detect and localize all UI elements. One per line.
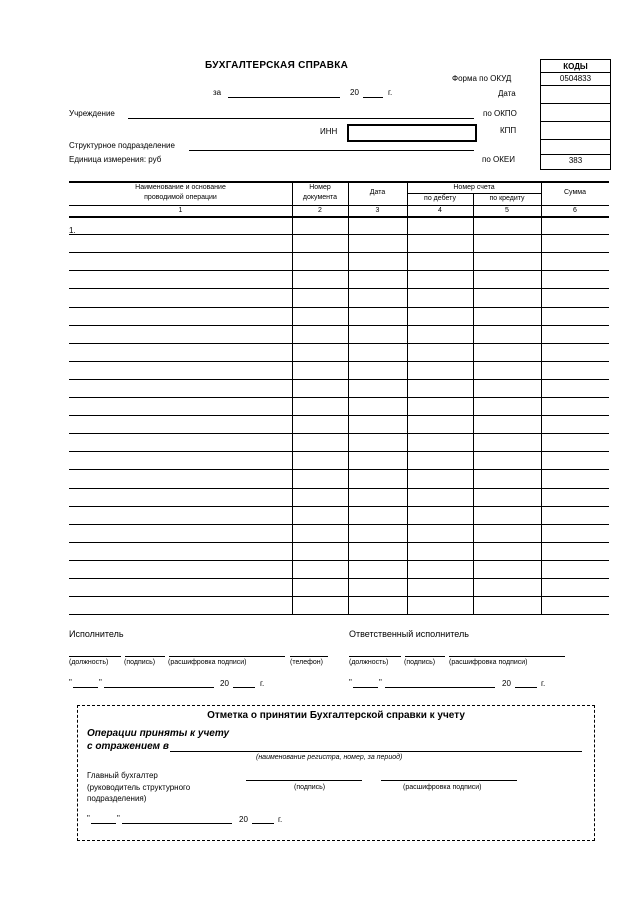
kpp-label: КПП [500,126,517,135]
acceptance-title: Отметка о принятии Бухгалтерской справки к учету [207,710,465,721]
table-row-line [69,307,609,308]
responsible-date-year-prefix: 20 [502,679,511,688]
executor-date-year-suffix: г. [260,679,265,688]
executor-decode-line[interactable] [169,656,285,657]
col-number: 1 [178,207,183,214]
okpo-label: по ОКПО [483,109,517,118]
subdivision-label: Структурное подразделение [69,141,175,150]
acceptance-date-year-prefix: 20 [239,815,248,824]
chief-signature-line[interactable] [246,780,362,781]
acceptance-date-year-suffix: г. [278,815,283,824]
table-row-line [69,325,609,326]
responsible-date-quote-open: " [349,678,352,687]
table-row-line [69,234,609,235]
responsible-date-day-line[interactable] [353,687,378,688]
executor-title: Исполнитель [69,629,124,639]
institution-label: Учреждение [69,109,115,118]
okud-value: 0504833 [559,74,592,83]
executor-signature-line[interactable] [125,656,165,657]
okei-value: 383 [568,156,583,165]
acceptance-date-quote-open: " [87,814,90,823]
subdivision-line[interactable] [189,150,474,151]
chief-signature-caption: (подпись) [294,784,326,791]
register-line[interactable] [170,751,582,752]
table-row-line [69,542,609,543]
acceptance-date-month-line[interactable] [122,823,232,824]
table-row-line [69,361,609,362]
responsible-date-year-suffix: г. [541,679,546,688]
executor-signature-caption: (подпись) [124,659,156,666]
inn-label: ИНН [320,127,338,136]
table-row-line [69,397,609,398]
page-title: БУХГАЛТЕРСКАЯ СПРАВКА [205,60,349,71]
col-number: 2 [318,207,322,214]
chief-decode-caption: (расшифровка подписи) [403,784,482,791]
chief-decode-line[interactable] [381,780,517,781]
period-year-prefix: 20 [350,88,359,97]
chief-label-line3: подразделения) [87,794,147,803]
col-number: 3 [375,207,380,214]
executor-date-quote-open: " [69,678,72,687]
responsible-date-year-line[interactable] [515,687,537,688]
responsible-date-quote-close: " [379,678,382,687]
executor-phone-line[interactable] [290,656,328,657]
account-group-header: Номер счета [453,184,495,191]
table-row-line [69,469,609,470]
responsible-decode-line[interactable] [449,656,565,657]
period-year-line[interactable] [363,97,383,98]
okud-label: Форма по ОКУД [452,74,512,83]
table-row-line [69,560,609,561]
chief-label-line1: Главный бухгалтер [87,771,158,780]
okei-label: по ОКЕИ [482,155,515,164]
col-number: 6 [573,207,577,214]
col1-header-line2: проводимой операции [144,194,217,201]
unit-label: Единица измерения: руб [69,155,162,164]
responsible-signature-caption: (подпись) [404,659,436,666]
table-row-line [69,433,609,434]
executor-date-quote-close: " [99,678,102,687]
executor-decode-caption: (расшифровка подписи) [168,659,247,666]
institution-line[interactable] [128,118,474,119]
executor-position-line[interactable] [69,656,121,657]
acceptance-date-day-line[interactable] [91,823,116,824]
table-row-line [69,488,609,489]
acceptance-date-year-line[interactable] [252,823,274,824]
responsible-title: Ответственный исполнитель [349,629,469,639]
col6-header: Сумма [564,189,586,196]
table-row-line [69,288,609,289]
responsible-position-caption: (должность) [349,659,389,666]
table-row-line [69,524,609,525]
table-row-line [69,270,609,271]
table-row-line [69,252,609,253]
table-bottom-line [69,614,609,615]
table-row-line [69,506,609,507]
executor-position-caption: (должность) [69,659,109,666]
col1-header-line1: Наименование и основание [135,184,226,191]
chief-label-line2: (руководитель структурного [87,783,191,792]
executor-date-year-line[interactable] [233,687,255,688]
table-row-line [69,451,609,452]
responsible-signature-line[interactable] [405,656,445,657]
period-year-suffix: г. [388,88,393,97]
col5-header: по кредиту [489,195,525,202]
executor-date-year-prefix: 20 [220,679,229,688]
executor-date-day-line[interactable] [73,687,98,688]
col4-header: по дебету [424,195,456,202]
acceptance-date-quote-close: " [117,814,120,823]
responsible-position-line[interactable] [349,656,401,657]
inn-input[interactable] [347,124,477,142]
table-row-line [69,379,609,380]
table-row-line [69,578,609,579]
table-row-line [69,596,609,597]
register-caption: (наименование регистра, номер, за период) [256,754,403,761]
responsible-decode-caption: (расшифровка подписи) [449,659,528,666]
table-row-line [69,415,609,416]
acceptance-line2: с отражением в [87,741,169,752]
col2-header-line1: Номер [309,184,331,191]
table-row-line [69,343,609,344]
codes-header: КОДЫ [563,62,588,71]
executor-phone-caption: (телефон) [290,659,323,666]
period-line[interactable] [228,97,340,98]
period-prefix: за [213,88,222,97]
codes-box [540,59,611,170]
col3-header: Дата [369,189,386,196]
acceptance-line1: Операции приняты к учету [87,728,230,739]
executor-date-month-line[interactable] [104,687,214,688]
col-number: 5 [505,207,509,214]
responsible-date-month-line[interactable] [385,687,495,688]
col-number: 4 [438,207,442,214]
date-label: Дата [498,89,516,98]
first-row-number: 1. [69,226,76,235]
col2-header-line2: документа [302,194,338,201]
